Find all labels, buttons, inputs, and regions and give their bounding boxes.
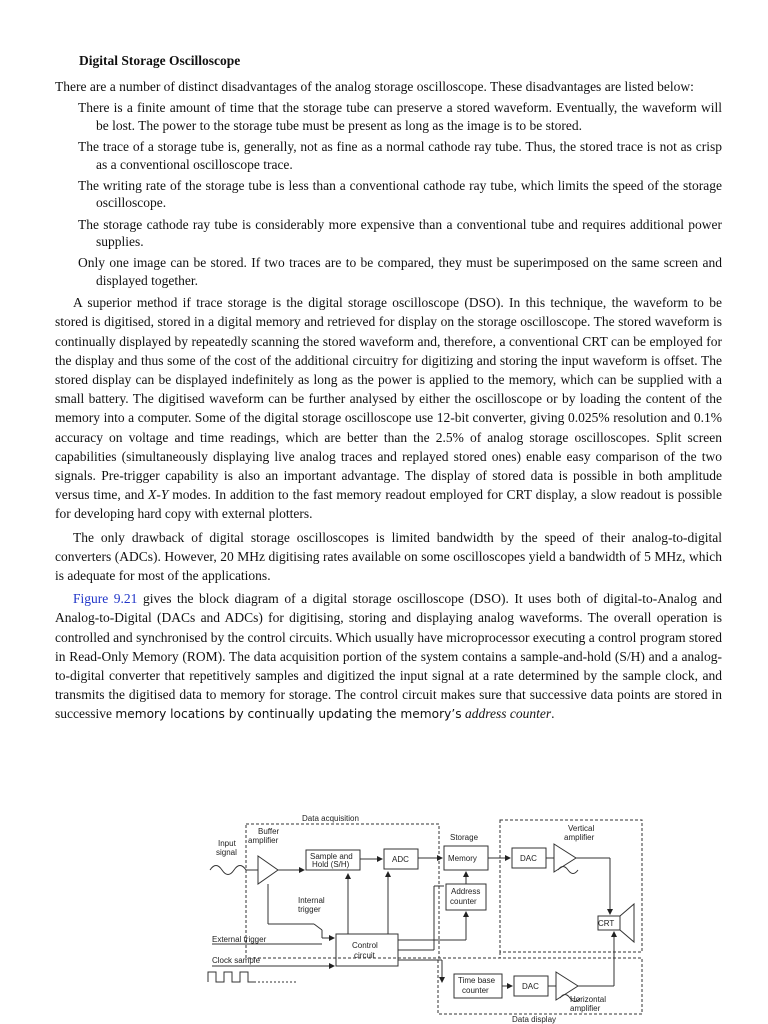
label-time-base: Time base: [458, 976, 496, 985]
label-external-trigger: External trigger: [212, 935, 267, 944]
list-item: There is a finite amount of time that the storage tube can preserve a stored waveform. Eventually, the waveform will be lost. The power to the storage tube must be present as long as the image is to be stored.: [78, 100, 722, 133]
xy-term: X-Y: [148, 487, 169, 503]
document-page: [55, 52, 722, 725]
drawback-paragraph: The only drawback of digital storage oscilloscopes is limited bandwidth by the speed of their analog-to-digital converters (ADCs). However, 20 MHz digitising rates available on some oscilloscopes yield a bandwidth of 5 MHz, which is adequate for most of the applications.: [55, 529, 722, 583]
list-item: Only one image can be stored. If two traces are to be compared, they must be superimposed on the same screen and displayed together.: [78, 255, 722, 288]
clock-pulse-icon: [208, 972, 256, 982]
crt-screen-icon: [620, 904, 634, 942]
label-sample-and: Sample and: [310, 852, 353, 861]
label-amplifier: amplifier: [248, 836, 279, 845]
list-item: The writing rate of the storage tube is less than a conventional cathode ray tube, which limits the speed of the storage oscilloscope.: [78, 177, 722, 211]
label-data-display: Data display: [512, 1015, 557, 1024]
label-memory: Memory: [448, 854, 477, 863]
address-counter-term: address counter: [464, 706, 552, 722]
label-time-base-counter: counter: [462, 986, 489, 995]
label-adc: ADC: [392, 855, 409, 864]
list-item: The storage cathode ray tube is considerably more expensive than a conventional tube and requires additional power supplies.: [78, 216, 722, 250]
figure-link[interactable]: Figure 9.21: [73, 591, 138, 607]
label-vertical-amplifier: amplifier: [564, 833, 595, 842]
label-signal: signal: [216, 848, 237, 857]
vertical-amplifier-icon: [554, 844, 576, 872]
label-circuit: circuit: [354, 951, 375, 960]
label-horizontal: Horizontal: [570, 995, 607, 1004]
dso-paragraph: [55, 293, 722, 523]
label-internal: Internal: [298, 896, 325, 905]
label-data-acquisition: Data acquisition: [302, 814, 359, 823]
disadvantages-list: [55, 99, 722, 289]
figure-text-mono: memory locations by continually updating the memory’s: [115, 707, 462, 722]
dso-text-2: modes. In addition to the fast memory readout employed for CRT display, a slow readout is possible for developing hard copy with external plotters.: [55, 487, 722, 522]
label-address-counter: counter: [450, 897, 477, 906]
label-control: Control: [352, 941, 378, 950]
list-item: The trace of a storage tube is, generally, not as fine as a normal cathode ray tube. Thus, the stored trace is not as crisp as a conventional oscilloscope trace.: [78, 138, 722, 172]
label-hold-sh: Hold (S/H): [312, 860, 350, 869]
buffer-amplifier-icon: [258, 856, 278, 884]
label-crt: CRT: [598, 919, 615, 928]
label-buffer: Buffer: [258, 827, 280, 836]
label-address: Address: [451, 887, 481, 896]
label-trigger: trigger: [298, 905, 321, 914]
dso-text-1: A superior method if trace storage is the digital storage oscilloscope (DSO). In this technique, the waveform to be stored is digitised, stored in a digital memory and retrieved for display on the storage oscilloscope. The stored waveform is continually displayed by repeatedly scanning the stored waveform and, therefore, a conventional CRT can be employed for the display and thus some of the cost of the additional circuitry for digitizing and storing the input waveform is offset. The stored display can be displayed indefinitely as long as the power is applied to the memory, which can be supplied with a small battery. The digitised waveform can be further analysed by either the oscilloscope or by loading the content of the memory into a computer. Some of the digital storage oscilloscope use 12-bit converter, giving 0.025% resolution and 0.1% accuracy on voltage and time readings, which are better than the 2.5% of analog storage oscilloscopes. Split screen capabilities (simultaneously displaying live analog traces and replayed stored ones) enable easy comparison of the two signals. Pre-trigger capability is also an important advantage. The display of stored data is possible in both amplitude versus time, and: [55, 295, 722, 503]
label-dac-horizontal: DAC: [522, 982, 539, 991]
section-heading: Digital Storage Oscilloscope: [79, 53, 241, 68]
intro-paragraph: There are a number of distinct disadvantages of the analog storage oscilloscope. These disadvantages are listed below:: [55, 79, 694, 94]
figure-paragraph: [55, 589, 722, 724]
label-vertical: Vertical: [568, 824, 595, 833]
label-dac-vertical: DAC: [520, 854, 537, 863]
label-input: Input: [218, 839, 236, 848]
label-horizontal-amplifier: amplifier: [570, 1004, 601, 1013]
label-storage: Storage: [450, 833, 479, 842]
control-circuit-block: [336, 934, 398, 966]
figure-text: gives the block diagram of a digital storage oscilloscope (DSO). It uses both of digital-to-Analog and Analog-to-Digital (DACs and ADCs) for digitising, storing and displaying analog waveforms. The overall operation is controlled and synchronised by the control circuits. Which usually have microprocessor executing a control program stored in Read-Only Memory (ROM). The data acquisition portion of the system contains a sample-and-hold (S/H) and a analog-to-digital converter that repetitively samples and digitized the input signal at a rate determined by the sample clock, and transmits the digitised data to memory for storage. The control circuit makes sure that successive data points are stored in successive: [55, 591, 723, 722]
input-waveform-icon: [210, 866, 246, 875]
dso-block-diagram: [198, 812, 648, 1024]
figure-text-end: .: [551, 706, 555, 722]
label-clock-sample: Clock sample: [212, 956, 261, 965]
